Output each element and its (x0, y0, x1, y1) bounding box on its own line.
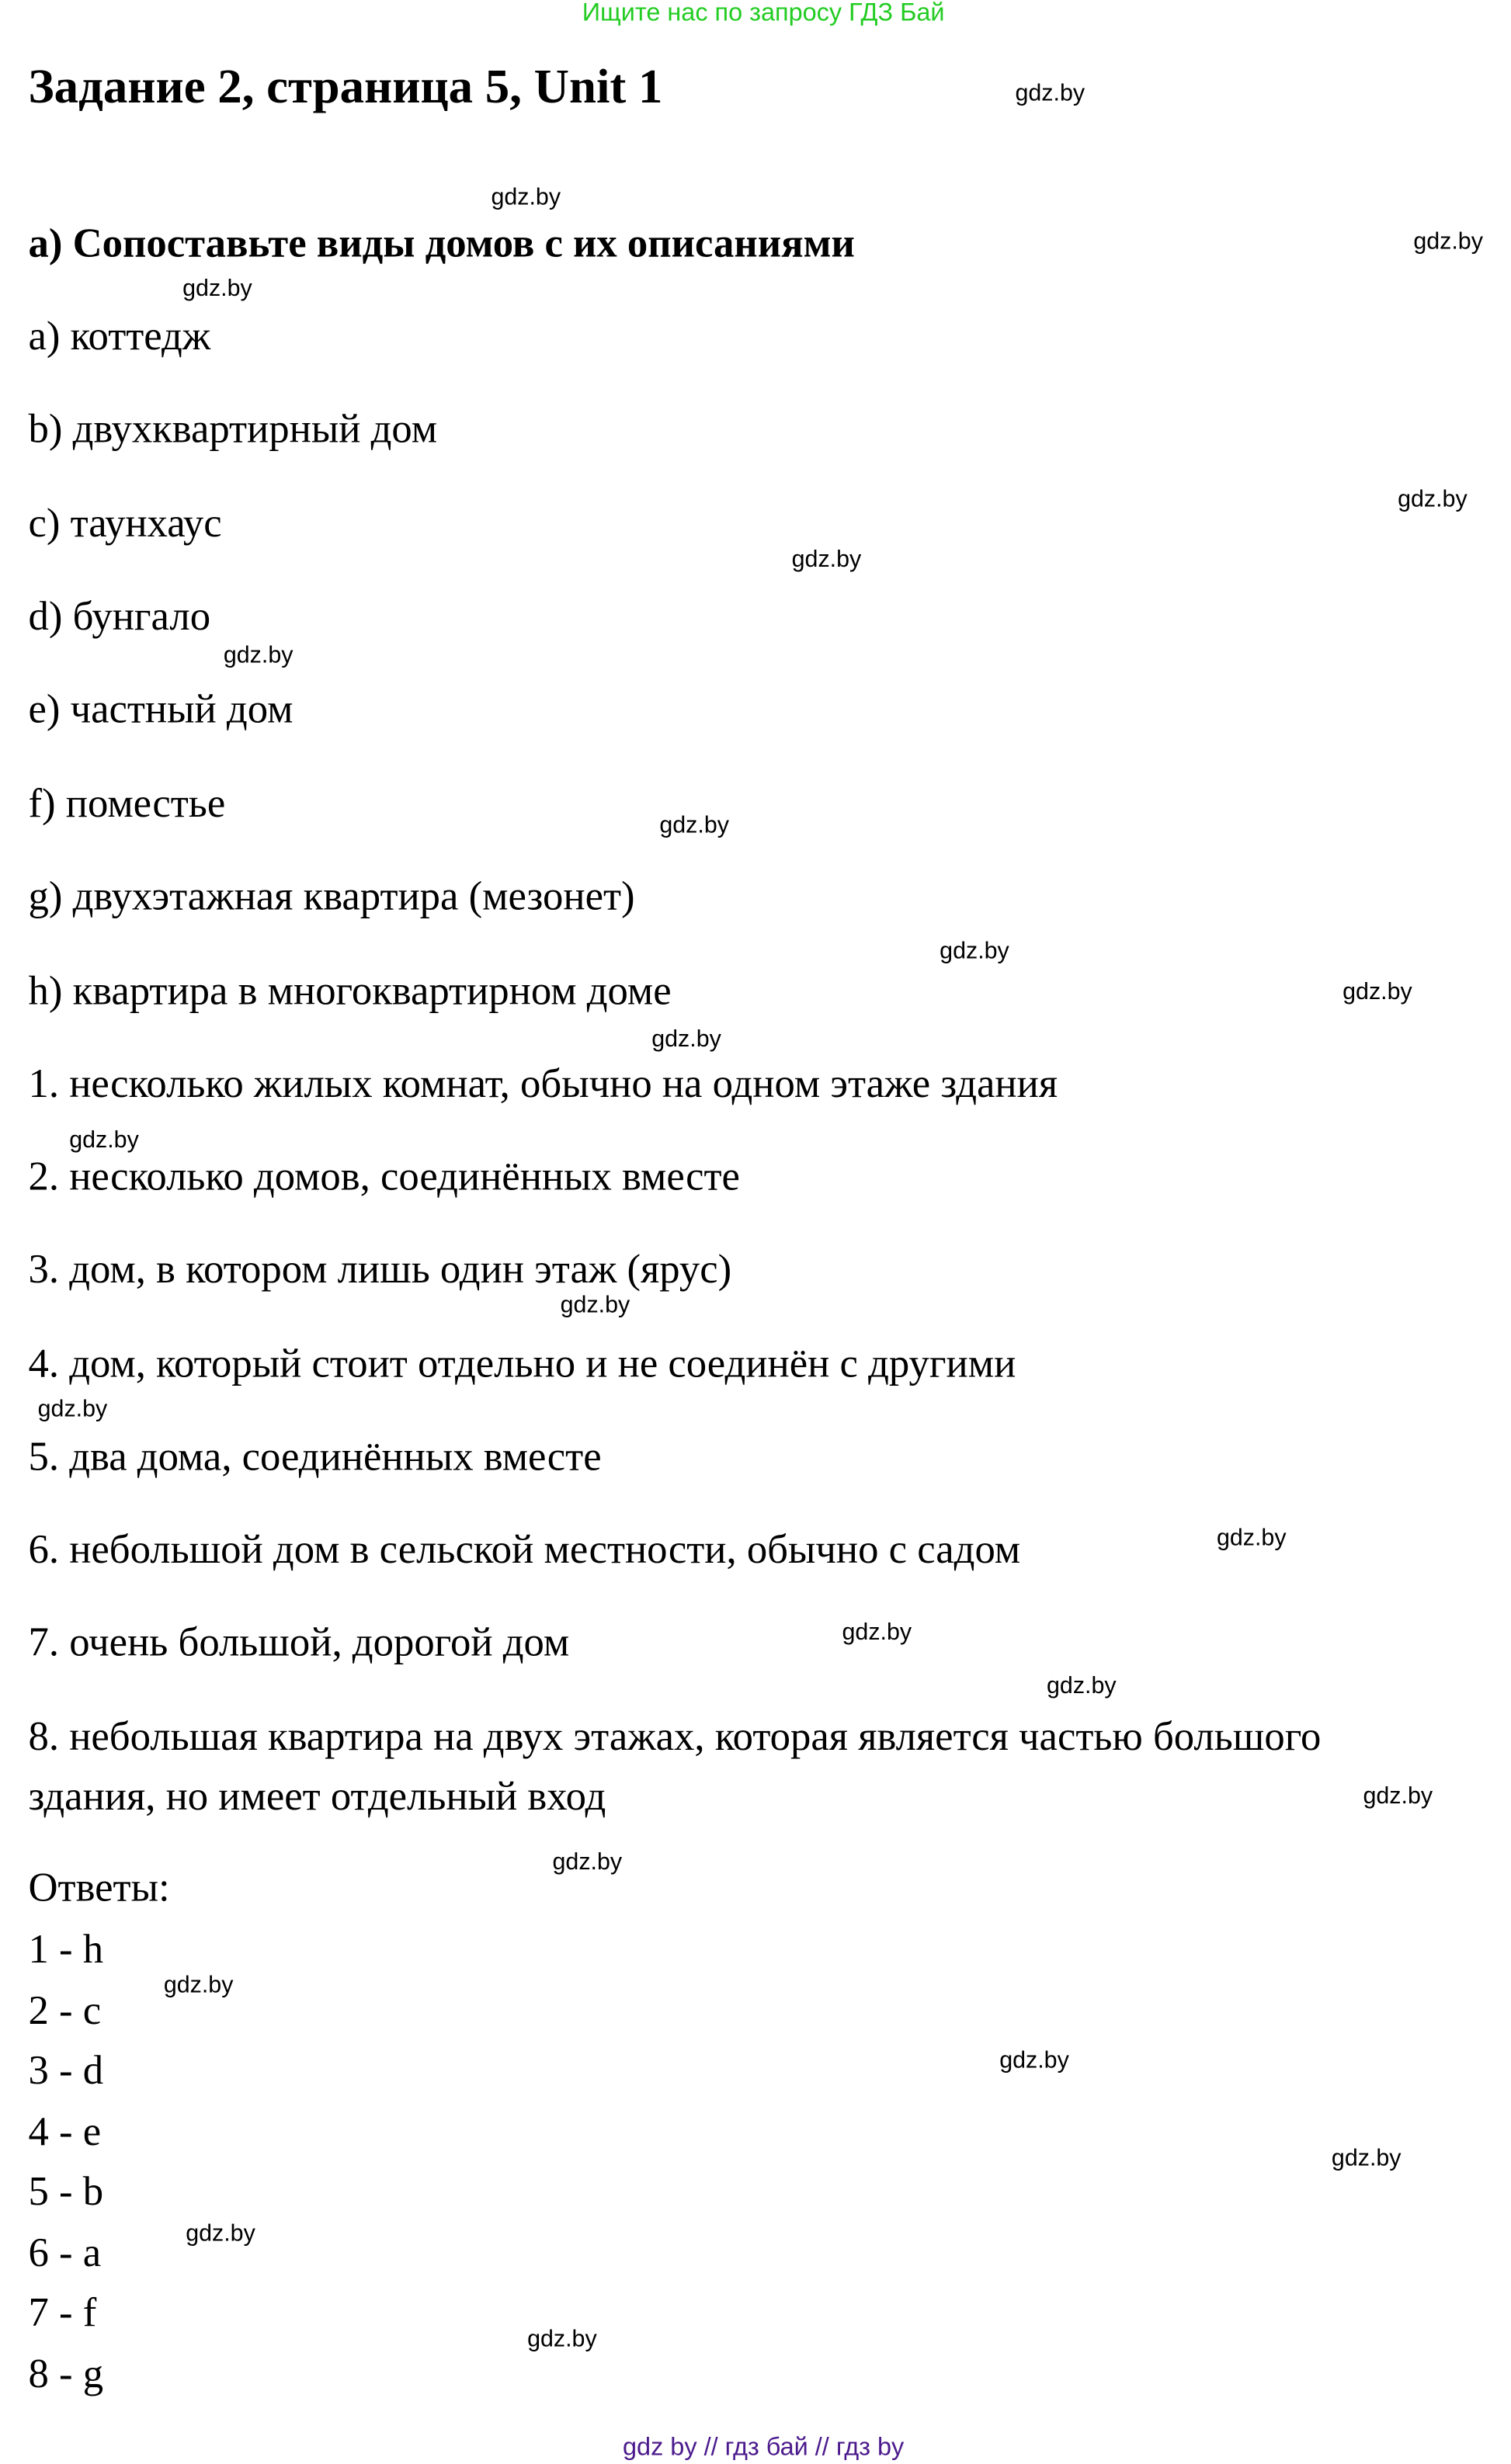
watermark: gdz.by (1413, 227, 1483, 255)
watermark: gdz.by (560, 1292, 630, 1319)
search-banner[interactable]: Ищите нас по запросу ГДЗ Бай (582, 0, 945, 27)
watermark: gdz.by (1015, 80, 1085, 107)
watermark: gdz.by (491, 184, 561, 211)
option-item: b) двухквартирный дом (28, 405, 438, 452)
watermark: gdz.by (1331, 2144, 1402, 2172)
description-item: 6. небольшой дом в сельской местности, обычно с садом (28, 1526, 1021, 1573)
watermark: gdz.by (1343, 978, 1412, 1006)
description-item: здания, но имеет отдельный вход (28, 1773, 606, 1820)
answer-item: 4 - e (28, 2108, 102, 2155)
answer-item: 3 - d (28, 2047, 104, 2094)
section-heading: а) Сопоставьте виды домов с их описаниями (28, 220, 855, 266)
option-item: h) квартира в многоквартирном доме (28, 967, 672, 1014)
description-item: 5. два дома, соединённых вместе (28, 1433, 602, 1480)
watermark: gdz.by (186, 2220, 255, 2247)
watermark: gdz.by (527, 2326, 597, 2353)
watermark: gdz.by (659, 811, 729, 839)
answers-label: Ответы: (28, 1865, 170, 1910)
answer-item: 5 - b (28, 2168, 104, 2215)
footer-links[interactable]: gdz by // гдз бай // гдз by (623, 2434, 905, 2462)
option-item: d) бунгало (28, 593, 211, 640)
option-item: g) двухэтажная квартира (мезонет) (28, 873, 635, 919)
answer-item: 7 - f (28, 2289, 97, 2336)
description-item: 8. небольшая квартира на двух этажах, которая является частью большого (28, 1713, 1322, 1760)
page-title: Задание 2, страница 5, Unit 1 (28, 58, 663, 113)
option-item: f) поместье (28, 780, 226, 827)
description-item: 2. несколько домов, соединённых вместе (28, 1153, 740, 1199)
watermark: gdz.by (182, 275, 252, 303)
watermark: gdz.by (842, 1619, 912, 1647)
description-item: 7. очень большой, дорогой дом (28, 1619, 570, 1665)
answer-item: 6 - a (28, 2230, 102, 2276)
watermark: gdz.by (552, 1848, 623, 1876)
description-item: 3. дом, в котором лишь один этаж (ярус) (28, 1246, 732, 1293)
watermark: gdz.by (69, 1126, 139, 1154)
watermark: gdz.by (37, 1396, 108, 1423)
watermark: gdz.by (1216, 1525, 1287, 1552)
description-item: 4. дом, который стоит отдельно и не соединён с другими (28, 1341, 1016, 1386)
watermark: gdz.by (940, 938, 1009, 965)
watermark: gdz.by (1363, 1782, 1433, 1810)
answer-item: 8 - g (28, 2351, 104, 2397)
watermark: gdz.by (1398, 486, 1468, 513)
watermark: gdz.by (791, 546, 862, 573)
watermark: gdz.by (999, 2047, 1069, 2074)
answer-item: 2 - c (28, 1987, 102, 2034)
option-item: а) коттедж (28, 313, 211, 359)
answer-item: 1 - h (28, 1926, 104, 1972)
option-item: c) таунхаус (28, 500, 222, 547)
option-item: e) частный дом (28, 685, 294, 732)
watermark: gdz.by (1047, 1672, 1117, 1700)
description-item: 1. несколько жилых комнат, обычно на одном этаже здания (28, 1060, 1058, 1107)
watermark: gdz.by (223, 642, 294, 669)
watermark: gdz.by (651, 1026, 721, 1053)
watermark: gdz.by (163, 1971, 234, 1999)
